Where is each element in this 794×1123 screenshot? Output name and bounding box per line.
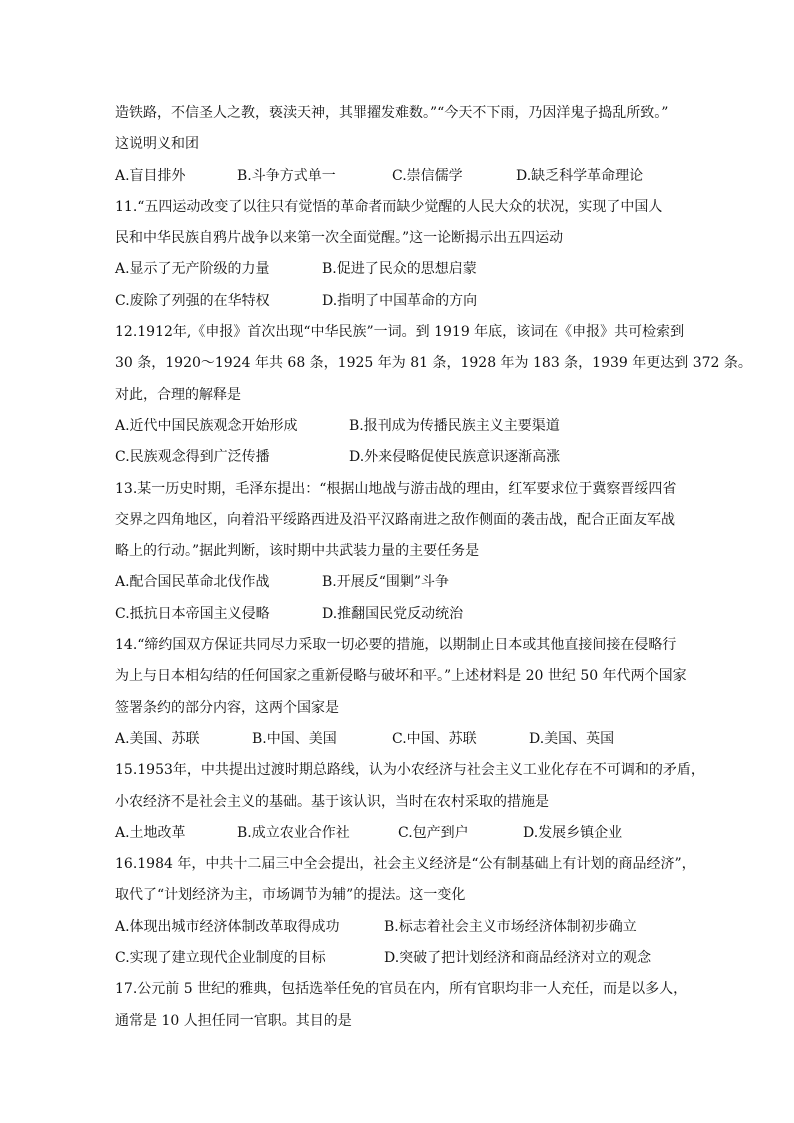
option-a: A.体现出城市经济体制改革取得成功 [115, 918, 340, 935]
option-b: B.开展反“围剿”斗争 [322, 574, 450, 591]
options-row [115, 161, 685, 192]
question-text-line: 12.1912年,《申报》首次出现“中华民族”一词。到 1919 年底，该词在《申报》共可检索到 [115, 324, 685, 341]
question-text-line: 小农经济不是社会主义的基础。基于该认识，当时在农村采取的措施是 [115, 793, 549, 810]
options-row [115, 818, 685, 849]
option-c: C.实现了建立现代企业制度的目标 [115, 950, 326, 967]
question-text-line: 取代了“计划经济为主，市场调节为辅”的提法。这一变化 [115, 887, 466, 904]
option-b: B.报刊成为传播民族主义主要渠道 [349, 417, 560, 434]
question-11 [115, 192, 685, 317]
question-text-line: 14.“缔约国双方保证共同尽力采取一切必要的措施，以期制止日本或其他直接间接在侵略行 [115, 637, 677, 654]
question-text-line: 签署条约的部分内容，这两个国家是 [115, 699, 339, 716]
option-b: B.中国、美国 [252, 730, 337, 747]
option-c: C.崇信儒学 [392, 167, 463, 184]
options-row [115, 567, 685, 598]
options-row [115, 286, 685, 317]
options-row [115, 442, 685, 473]
options-row [115, 411, 685, 442]
option-a: A.近代中国民族观念开始形成 [115, 417, 298, 434]
option-c: C.抵抗日本帝国主义侵略 [115, 605, 270, 622]
question-text-line: 交界之四角地区，向着沿平绥路西进及沿平汉路南进之敌作侧面的袭击战，配合正面友军战 [115, 511, 675, 528]
question-15 [115, 755, 705, 849]
options-row [115, 599, 685, 630]
option-c: C.废除了列强的在华特权 [115, 292, 270, 309]
options-row [115, 254, 685, 285]
option-c: C.中国、苏联 [392, 730, 477, 747]
option-a: A.盲目排外 [115, 167, 186, 184]
question-17 [115, 974, 688, 1037]
option-c: C.包产到户 [398, 824, 469, 841]
question-text-line: 30 条，1920～1924 年共 68 条，1925 年为 81 条，1928 年为 183 条，1939 年更达到 372 条。 [115, 355, 752, 372]
options-row [115, 912, 685, 943]
question-14 [115, 630, 685, 755]
question-text-line: 为上与日本相勾结的任何国家之重新侵略与破坏和平。”上述材料是 20 世纪 50 年代两个国家 [115, 668, 687, 685]
option-b: B.标志着社会主义市场经济体制初步确立 [384, 918, 637, 935]
option-d: D.外来侵略促使民族意识逐渐高涨 [349, 449, 561, 466]
question-text-line: 13.某一历史时期，毛泽东提出：“根据山地战与游击战的理由，红军要求位于冀察晋绥四省 [115, 480, 677, 497]
options-row [115, 724, 685, 755]
option-a: A.土地改革 [115, 824, 186, 841]
question-text-line: 民和中华民族自鸦片战争以来第一次全面觉醒。”这一论断揭示出五四运动 [115, 230, 564, 247]
question-text-line: 这说明义和团 [115, 136, 199, 153]
option-d: D.突破了把计划经济和商品经济对立的观念 [384, 950, 652, 967]
question-text-line: 对此，合理的解释是 [115, 386, 241, 403]
question-12 [115, 317, 752, 473]
option-a: A.显示了无产阶级的力量 [115, 261, 270, 278]
question-13 [115, 474, 685, 630]
option-d: D.缺乏科学革命理论 [516, 167, 644, 184]
option-d: D.推翻国民党反动统治 [322, 605, 464, 622]
question-text-line: 造铁路，不信圣人之教，亵渎天神，其罪擢发难数。”“今天不下雨，乃因洋鬼子捣乱所致。” [115, 105, 669, 121]
question-text-line: 16.1984 年，中共十二届三中全会提出，社会主义经济是“公有制基础上有计划的商品经济”， [115, 856, 696, 873]
option-a: A.美国、苏联 [115, 730, 200, 747]
option-b: B.促进了民众的思想启蒙 [322, 261, 477, 278]
option-d: D.发展乡镇企业 [523, 824, 623, 841]
question-text-line: 略上的行动。”据此判断，该时期中共武装力量的主要任务是 [115, 543, 480, 560]
question-text-line: 通常是 10 人担任同一官职。其目的是 [115, 1012, 352, 1029]
option-a: A.配合国民革命北伐作战 [115, 574, 270, 591]
question-16 [115, 849, 696, 974]
question-10 [115, 98, 685, 192]
question-text-line: 11.“五四运动改变了以往只有觉悟的革命者而缺少觉醒的人民大众的状况，实现了中国人 [115, 198, 663, 215]
question-text-line: 15.1953年，中共提出过渡时期总路线，认为小农经济与社会主义工业化存在不可调和的矛盾， [115, 762, 705, 779]
option-d: D.美国、英国 [529, 730, 615, 747]
options-row [115, 943, 685, 974]
option-b: B.斗争方式单一 [237, 167, 336, 184]
exam-page [115, 98, 752, 1037]
option-c: C.民族观念得到广泛传播 [115, 449, 270, 466]
option-b: B.成立农业合作社 [237, 824, 350, 841]
option-d: D.指明了中国革命的方向 [322, 292, 478, 309]
question-text-line: 17.公元前 5 世纪的雅典，包括选举任免的官员在内，所有官职均非一人充任，而是以多人， [115, 981, 688, 998]
